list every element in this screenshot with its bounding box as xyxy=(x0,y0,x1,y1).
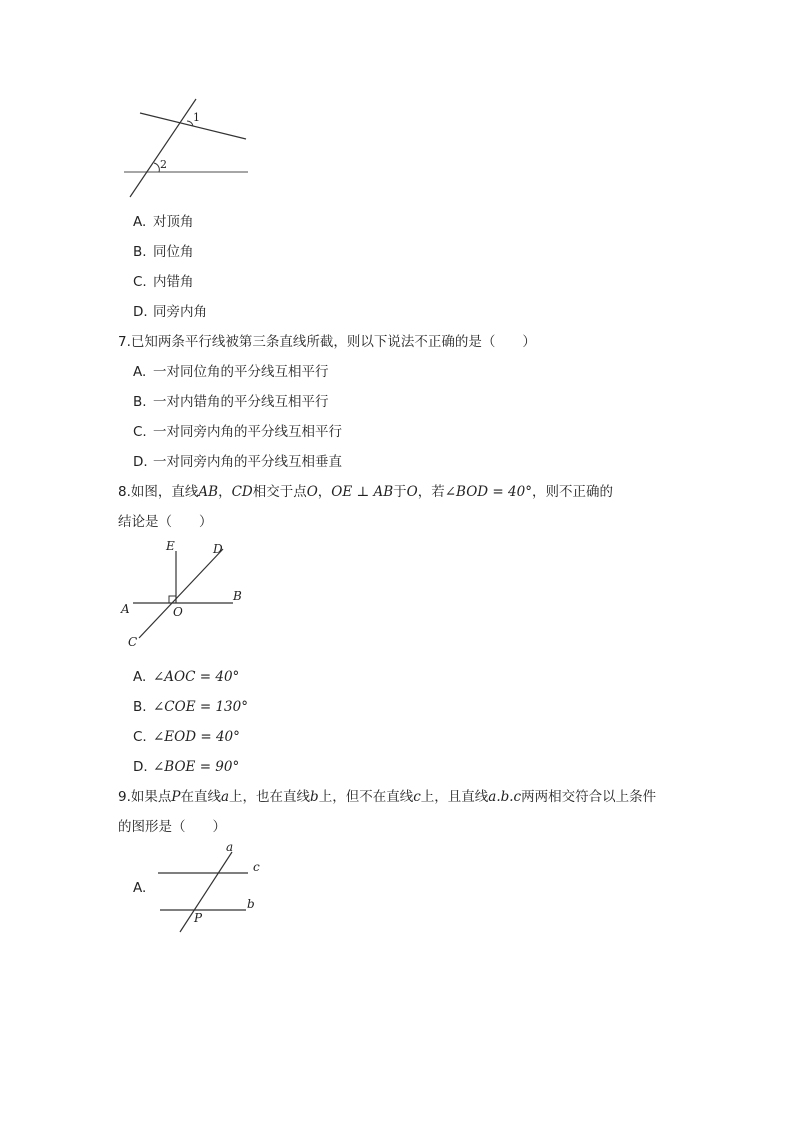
option-letter: B. xyxy=(133,394,147,410)
q9-label-a: a xyxy=(226,840,234,854)
option-letter: D. xyxy=(133,454,148,470)
option-text: ∠AOC = 40° xyxy=(153,669,240,685)
q6-transversal xyxy=(130,99,196,197)
stem-math: P xyxy=(171,789,181,805)
option-letter: B. xyxy=(133,244,147,260)
q8-stem-line2: 结论是（ ） xyxy=(118,514,213,530)
option-text: 一对同旁内角的平分线互相垂直 xyxy=(153,454,342,470)
option-letter: C. xyxy=(133,424,147,440)
q8-label-d: D xyxy=(213,542,223,556)
stem-text: 8.如图，直线 xyxy=(118,484,199,500)
option-text: 对顶角 xyxy=(153,214,194,230)
q8-label-a: A xyxy=(121,602,130,616)
stem-math: a.b.c xyxy=(488,789,522,805)
q7-stem: 7.已知两条平行线被第三条直线所截，则以下说法不正确的是（ ） xyxy=(118,334,536,350)
q8-label-o: O xyxy=(173,605,183,619)
stem-math: AB xyxy=(198,484,219,500)
option-text: 一对内错角的平分线互相平行 xyxy=(153,394,329,410)
q9-stem-line2: 的图形是（ ） xyxy=(118,819,226,835)
stem-text: 上，且直线 xyxy=(420,789,489,805)
option-text: 同旁内角 xyxy=(153,304,207,320)
stem-text: 相交于点 xyxy=(252,484,307,500)
q6-option-c[interactable] xyxy=(133,273,194,291)
stem-text: 9.如果点 xyxy=(118,789,172,805)
q8-stem-line1 xyxy=(118,483,613,501)
q6-label-1: 1 xyxy=(193,111,200,124)
stem-math: OE ⊥ AB xyxy=(331,484,394,500)
q6-option-d[interactable] xyxy=(133,303,207,321)
q8-label-b: B xyxy=(233,589,242,603)
q7-option-a[interactable] xyxy=(133,363,329,381)
q6-angle-2-arc xyxy=(154,163,159,172)
q6-option-a[interactable] xyxy=(133,213,194,231)
q9-label-b: b xyxy=(247,897,255,911)
option-letter: C. xyxy=(133,274,147,290)
stem-text: 上，但不在直线 xyxy=(318,789,414,805)
q8-option-a[interactable] xyxy=(133,668,239,686)
q7-option-b[interactable] xyxy=(133,393,329,411)
q8-figure xyxy=(115,535,255,653)
option-letter: A. xyxy=(133,669,147,685)
option-text: ∠BOE = 90° xyxy=(153,759,240,775)
option-text: ∠COE = 130° xyxy=(153,699,248,715)
q6-option-b[interactable] xyxy=(133,243,194,261)
stem-math: ∠BOD = 40° xyxy=(444,484,532,500)
option-letter: D. xyxy=(133,759,148,775)
q7-option-c[interactable] xyxy=(133,423,342,441)
q8-option-d[interactable] xyxy=(133,758,239,776)
q8-option-c[interactable] xyxy=(133,728,240,746)
option-letter: B. xyxy=(133,699,147,715)
option-text: 一对同位角的平分线互相平行 xyxy=(153,364,329,380)
stem-text: 上，也在直线 xyxy=(229,789,311,805)
option-text: 内错角 xyxy=(153,274,194,290)
q8-line-cd xyxy=(139,549,223,638)
stem-text: 在直线 xyxy=(180,789,221,805)
option-text: 一对同旁内角的平分线互相平行 xyxy=(153,424,342,440)
stem-text: ，若 xyxy=(417,484,445,500)
q9-label-c: c xyxy=(253,860,260,874)
q9-option-a-figure[interactable] xyxy=(150,838,270,938)
q8-label-e: E xyxy=(166,539,175,553)
stem-math: O xyxy=(406,484,418,500)
stem-math: CD xyxy=(231,484,253,500)
stem-math: c xyxy=(413,789,421,805)
q9-line-a xyxy=(180,852,232,932)
q9-option-a-letter[interactable]: A. xyxy=(133,880,147,896)
option-letter: A. xyxy=(133,214,147,230)
stem-text: ， xyxy=(218,484,232,500)
q7-option-d[interactable] xyxy=(133,453,342,471)
q9-stem-line1 xyxy=(118,788,656,806)
stem-text: 两两相交符合以上条件 xyxy=(521,789,657,805)
stem-text: 于 xyxy=(393,484,407,500)
stem-text: ，则不正确的 xyxy=(531,484,613,500)
option-text: ∠EOD = 40° xyxy=(153,729,240,745)
option-letter: A. xyxy=(133,364,147,380)
option-text: 同位角 xyxy=(153,244,194,260)
stem-text: ， xyxy=(317,484,332,500)
q8-option-b[interactable] xyxy=(133,698,248,716)
q6-label-2: 2 xyxy=(160,158,167,171)
q9-label-p: P xyxy=(194,911,203,925)
q6-figure xyxy=(118,95,258,205)
stem-math: a xyxy=(220,789,230,805)
option-letter: C. xyxy=(133,729,147,745)
stem-math: O xyxy=(306,484,318,500)
stem-math: b xyxy=(310,789,319,805)
q8-label-c: C xyxy=(128,635,138,649)
option-letter: D. xyxy=(133,304,148,320)
